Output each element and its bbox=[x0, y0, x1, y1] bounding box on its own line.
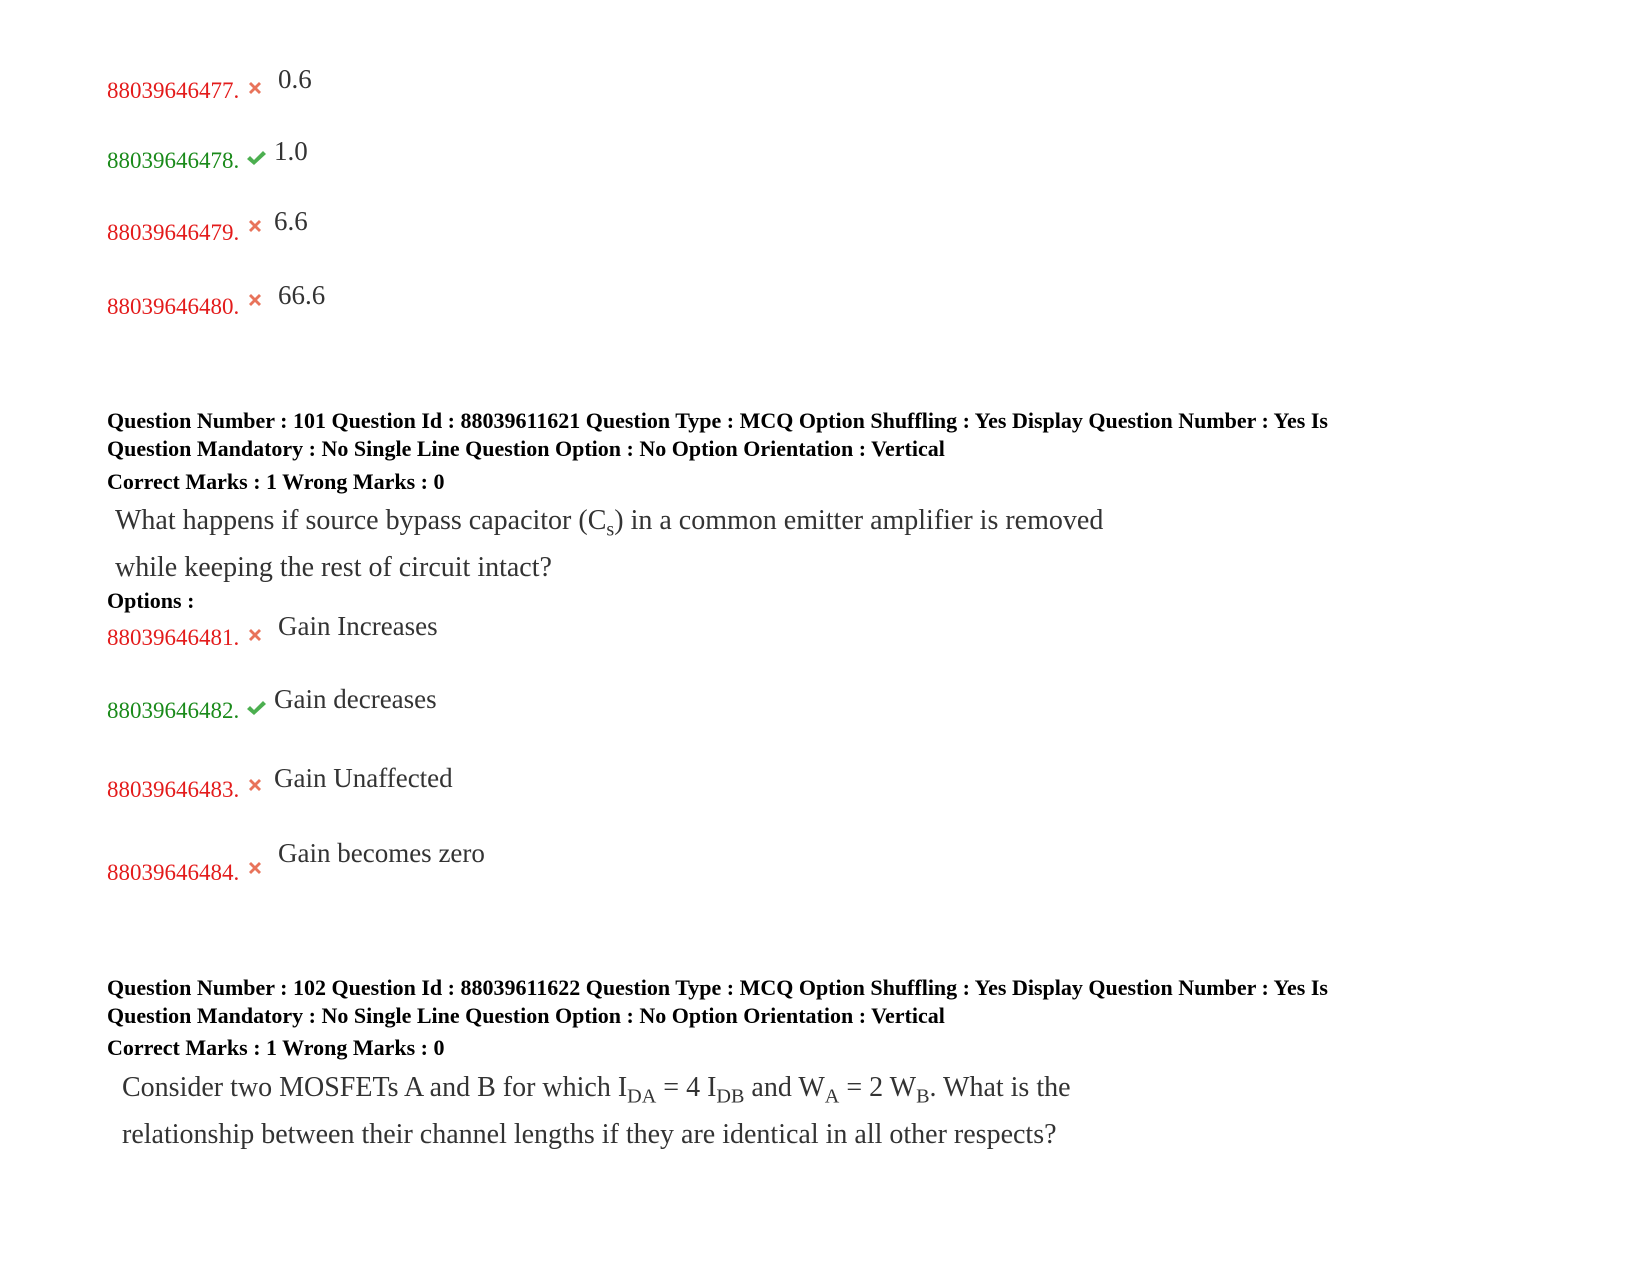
question-header bbox=[107, 974, 1557, 1030]
cross-icon bbox=[245, 858, 265, 878]
question-text bbox=[115, 502, 1103, 586]
option-id: 88039646477. bbox=[107, 78, 240, 103]
question-header-line: Question Number : 101 Question Id : 88039611621 Question Type : MCQ Option Shuffling : Yes Display Question Number : Yes Is bbox=[107, 408, 1328, 433]
option-id: 88039646478. bbox=[107, 148, 240, 173]
cross-icon bbox=[245, 78, 265, 98]
question-header-line: Question Mandatory : No Single Line Question Option : No Option Orientation : Vertical bbox=[107, 436, 945, 461]
question-marks: Correct Marks : 1 Wrong Marks : 0 bbox=[107, 1035, 445, 1060]
question-text-line: Consider two MOSFETs A and B for which $I_{DA} = 4$ $I_{DB}$ and $W_A = 2$ $W_B$. What is the bbox=[122, 1072, 1071, 1108]
cross-icon bbox=[245, 216, 265, 236]
question-header-line: Question Number : 102 Question Id : 88039611622 Question Type : MCQ Option Shuffling : Yes Display Question Number : Yes Is bbox=[107, 975, 1328, 1000]
question-header-line: Question Mandatory : No Single Line Question Option : No Option Orientation : Vertical bbox=[107, 1003, 945, 1028]
question-header bbox=[107, 407, 1557, 463]
option-id: 88039646483. bbox=[107, 777, 240, 802]
cross-icon bbox=[245, 290, 265, 310]
cross-icon bbox=[245, 625, 265, 645]
option-text: Gain Increases bbox=[278, 611, 438, 641]
options-label: Options : bbox=[107, 588, 195, 613]
check-icon bbox=[243, 698, 267, 718]
option-text: Gain becomes zero bbox=[278, 838, 485, 868]
option-text: 0.6 bbox=[278, 64, 312, 94]
question-text-line: What happens if source bypass capacitor $(C_s)$ in a common emitter amplifier is removed bbox=[115, 505, 1104, 541]
question-marks: Correct Marks : 1 Wrong Marks : 0 bbox=[107, 469, 445, 494]
option-text: Gain decreases bbox=[274, 684, 437, 714]
option-id: 88039646484. bbox=[107, 860, 240, 885]
option-text: 6.6 bbox=[274, 206, 308, 236]
option-id: 88039646480. bbox=[107, 294, 240, 319]
option-id: 88039646482. bbox=[107, 698, 240, 723]
check-icon bbox=[243, 148, 267, 168]
question-text bbox=[122, 1069, 1071, 1153]
question-text-line: relationship between their channel lengths if they are identical in all other respects? bbox=[122, 1118, 1057, 1150]
option-text: 66.6 bbox=[278, 280, 326, 310]
option-text: 1.0 bbox=[274, 136, 308, 166]
option-id: 88039646479. bbox=[107, 220, 240, 245]
question-text-line: while keeping the rest of circuit intact? bbox=[115, 551, 552, 583]
option-id: 88039646481. bbox=[107, 625, 240, 650]
option-text: Gain Unaffected bbox=[274, 763, 453, 793]
cross-icon bbox=[245, 775, 265, 795]
